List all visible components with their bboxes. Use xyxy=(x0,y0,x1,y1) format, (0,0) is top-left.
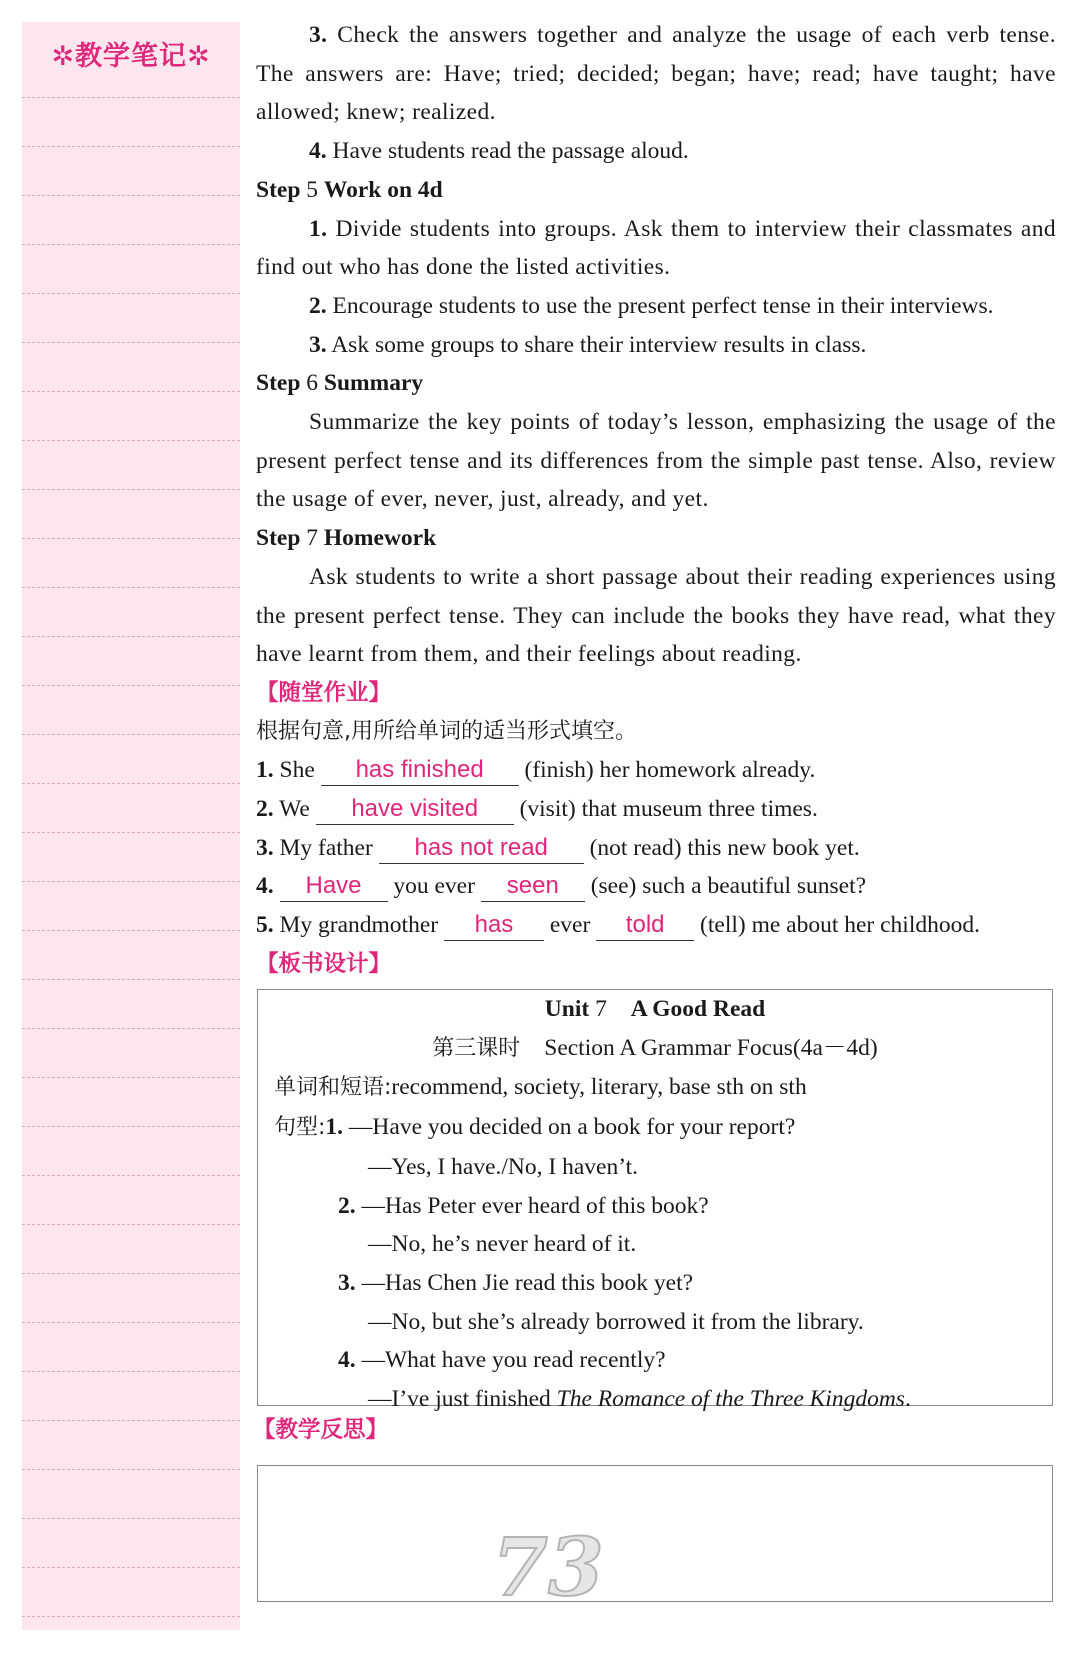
note-line xyxy=(22,1175,240,1176)
board-design xyxy=(257,989,1053,1413)
board-sentence: 句型:1. —Have you decided on a book for your report? xyxy=(274,1114,796,1141)
answer-blank: Have xyxy=(280,871,388,902)
note-line xyxy=(22,1616,240,1617)
note-line xyxy=(22,1322,240,1323)
note-line xyxy=(22,1518,240,1519)
reflection-heading: 【教学反思】 xyxy=(253,1417,389,1443)
lesson-content xyxy=(256,16,1056,984)
answer-blank: has not read xyxy=(379,833,584,864)
paragraph: 2. Encourage students to use the present perfect tense in their interviews. xyxy=(309,292,994,319)
note-line xyxy=(22,930,240,931)
answer-blank: seen xyxy=(481,871,585,902)
step-heading: Step 6 Summary xyxy=(256,370,424,397)
note-line xyxy=(22,1469,240,1470)
exercise-heading: 【随堂作业】 xyxy=(256,679,392,706)
note-line xyxy=(22,244,240,245)
paragraph: Ask students to write a short passage about their reading experiences using the present perfect tense. They can include the books they have read, what they have learnt from them, and their feelings about reading. xyxy=(256,563,1056,668)
page-number: 73 xyxy=(492,1520,604,1614)
answer-blank: told xyxy=(596,910,694,941)
sidebar-title: ✲教学笔记✲ xyxy=(51,41,211,72)
paragraph: 4. Have students read the passage aloud. xyxy=(309,138,689,165)
exercise-item: 5. My grandmother has ever told (tell) me about her childhood. xyxy=(256,906,1056,945)
paragraph: 3. Check the answers together and analyze the usage of each verb tense. The answers are: Have; tried; decided; began; have; read; have taught; have allowed; knew; realized. xyxy=(256,22,1056,126)
step-heading: Step 7 Homework xyxy=(256,525,437,552)
exercise-item: 3. My father has not read (not read) this new book yet. xyxy=(256,829,1056,868)
exercise-item: 1. She has finished (finish) her homework already. xyxy=(256,751,1056,790)
answer-blank: have visited xyxy=(316,794,514,825)
answer-blank: has xyxy=(444,910,544,941)
step-heading: Step 5 Work on 4d xyxy=(256,176,443,203)
exercise-instruction: 根据句意,用所给单词的适当形式填空。 xyxy=(256,718,637,744)
board-sentence: —I’ve just finished The Romance of the Three Kingdoms. xyxy=(368,1386,911,1413)
note-line xyxy=(22,293,240,294)
note-line xyxy=(22,979,240,980)
note-line xyxy=(22,342,240,343)
note-line xyxy=(22,195,240,196)
exercise-item: 2. We have visited (visit) that museum three times. xyxy=(256,790,1056,829)
note-line xyxy=(22,881,240,882)
note-line xyxy=(22,1371,240,1372)
note-line xyxy=(22,1420,240,1421)
note-line xyxy=(22,1224,240,1225)
board-title: Unit 7 A Good Read xyxy=(544,996,766,1022)
board-sentence: —Yes, I have./No, I haven’t. xyxy=(368,1153,638,1180)
note-line xyxy=(22,146,240,147)
note-line xyxy=(22,440,240,441)
note-line xyxy=(22,587,240,588)
note-line xyxy=(22,489,240,490)
board-sentence: 3. —Has Chen Jie read this book yet? xyxy=(338,1269,694,1296)
note-line xyxy=(22,636,240,637)
reflection-box xyxy=(257,1465,1053,1602)
board-heading: 【板书设计】 xyxy=(256,950,392,977)
answer-blank: has finished xyxy=(321,755,519,786)
note-line xyxy=(22,832,240,833)
note-line xyxy=(22,783,240,784)
board-subtitle: 第三课时 Section A Grammar Focus(4a－4d) xyxy=(432,1034,878,1061)
paragraph: Summarize the key points of today’s lesson, emphasizing the usage of the present perfect tense and its differences from the simple past tense. Also, review the usage of ever, never, just, already, and yet. xyxy=(256,409,1056,513)
paragraph: 3. Ask some groups to share their interview results in class. xyxy=(309,331,867,358)
note-line xyxy=(22,685,240,686)
board-vocab: 单词和短语:recommend, society, literary, base sth on sth xyxy=(274,1074,807,1101)
note-line xyxy=(22,1126,240,1127)
note-line xyxy=(22,734,240,735)
board-sentence: —No, he’s never heard of it. xyxy=(368,1231,637,1258)
note-line xyxy=(22,391,240,392)
exercise-item: 4. Have you ever seen (see) such a beautiful sunset? xyxy=(256,867,1056,906)
note-line xyxy=(22,1273,240,1274)
note-line xyxy=(22,1077,240,1078)
notes-sidebar xyxy=(22,22,240,1630)
note-line xyxy=(22,97,240,98)
board-sentence: 4. —What have you read recently? xyxy=(338,1347,666,1374)
note-line xyxy=(22,1028,240,1029)
paragraph: 1. Divide students into groups. Ask them to interview their classmates and find out who has done the listed activities. xyxy=(256,215,1056,281)
board-sentence: —No, but she’s already borrowed it from the library. xyxy=(368,1308,864,1335)
note-line xyxy=(22,1567,240,1568)
note-line xyxy=(22,538,240,539)
board-sentence: 2. —Has Peter ever heard of this book? xyxy=(338,1192,709,1219)
